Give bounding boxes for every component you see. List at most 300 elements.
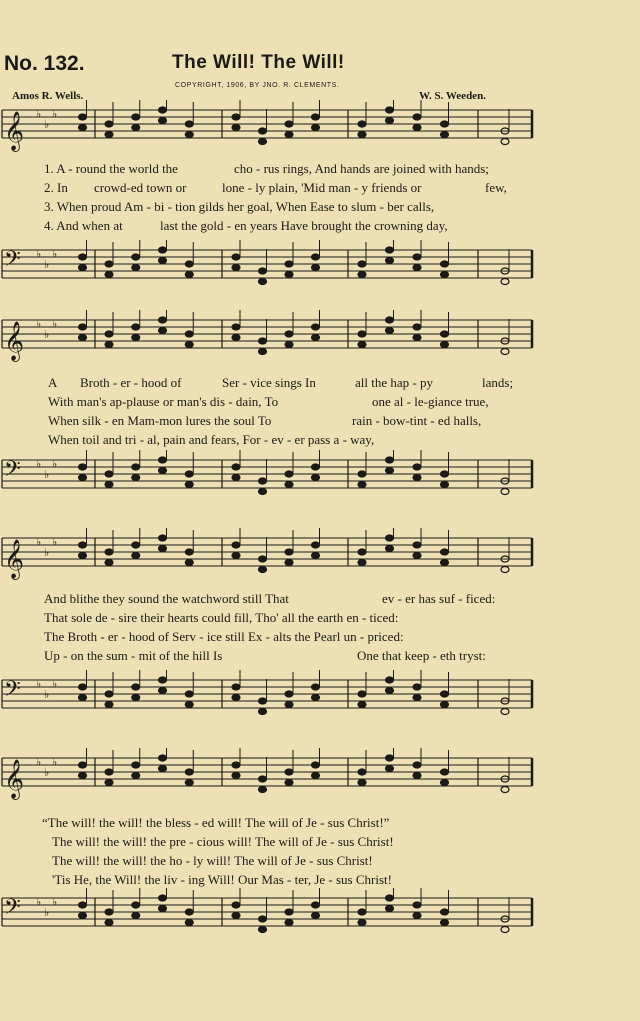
note-head [105, 471, 113, 477]
note-head [312, 335, 320, 341]
treble-clef-icon: 𝄞 [4, 759, 25, 799]
note-head [413, 464, 421, 470]
verse-line [0, 628, 640, 647]
note-head [285, 342, 293, 348]
note-head [259, 338, 267, 344]
treble-clef-icon: 𝄞 [4, 321, 25, 361]
note-head [159, 755, 167, 761]
note-head [386, 118, 394, 124]
note-head [232, 684, 240, 690]
note-head [413, 254, 421, 260]
verse-line [0, 647, 640, 666]
note-head [105, 272, 113, 278]
lyric-segment: few, [485, 180, 507, 195]
note-head [285, 261, 293, 267]
bass-staff-3 [0, 670, 640, 730]
note-head [79, 254, 87, 260]
composer-credit: W. S. Weeden. [419, 90, 486, 102]
lyric-segment: last the gold - en years Have brought the crowning day, [160, 218, 448, 233]
chorus-line [0, 871, 640, 890]
note-head [185, 121, 193, 127]
note-head [285, 482, 293, 488]
bass-staff-2 [0, 450, 640, 510]
note-head [132, 114, 140, 120]
lyric-segment: When toil and tri - al, pain and fears, For - ev - er pass a - way, [48, 432, 375, 447]
note-head [285, 780, 293, 786]
note-head [232, 695, 240, 701]
lyric-segment: 1. A - round the world the [44, 161, 178, 176]
note-head [105, 482, 113, 488]
note-head [105, 121, 113, 127]
note-head [386, 688, 394, 694]
note-head [358, 691, 366, 697]
note-head [132, 762, 140, 768]
note-head [358, 272, 366, 278]
lyrics-block-3 [0, 590, 640, 674]
note-head [132, 913, 140, 919]
note-head [105, 909, 113, 915]
treble-staff-2 [0, 310, 640, 370]
note-head [312, 265, 320, 271]
note-head [232, 265, 240, 271]
note-head [312, 114, 320, 120]
note-head [132, 324, 140, 330]
note-head [312, 125, 320, 131]
note-head [132, 464, 140, 470]
note-head [185, 920, 193, 926]
flat-icon: ♭ [36, 895, 42, 909]
lyric-segment: “The will! the will! the bless - ed will! The will of Je - sus Christ!” [42, 815, 390, 830]
note-head [132, 475, 140, 481]
note-head [132, 695, 140, 701]
note-head [132, 542, 140, 548]
note-head [441, 132, 449, 138]
verse-line [0, 374, 640, 393]
note-head [413, 125, 421, 131]
note-head [285, 909, 293, 915]
note-head [285, 331, 293, 337]
note-head [358, 920, 366, 926]
note-head [259, 478, 267, 484]
note-head [132, 125, 140, 131]
treble-clef-icon: 𝄞 [4, 111, 25, 151]
lyric-segment: rain - bow-tint - ed halls, [352, 413, 482, 428]
note-head [358, 471, 366, 477]
flat-icon: ♭ [36, 247, 42, 261]
bass-clef-icon: 𝄢 [4, 457, 21, 487]
note-head [79, 695, 87, 701]
note-head [386, 906, 394, 912]
note-head [358, 482, 366, 488]
note-head [159, 688, 167, 694]
note-head [386, 317, 394, 323]
treble-staff-1 [0, 100, 640, 160]
note-head [132, 553, 140, 559]
note-head [413, 762, 421, 768]
lyric-segment: The will! the will! the pre - cious will! The will of Je - sus Christ! [52, 834, 394, 849]
note-head [386, 546, 394, 552]
note-head [259, 128, 267, 134]
note-head [259, 916, 267, 922]
note-head [259, 279, 267, 285]
lyric-segment: One that keep - eth tryst: [357, 648, 486, 663]
note-head [159, 328, 167, 334]
verse-line [0, 609, 640, 628]
note-head [105, 549, 113, 555]
note-head [259, 349, 267, 355]
note-head [259, 139, 267, 145]
flat-icon: ♭ [52, 755, 58, 769]
note-head [441, 549, 449, 555]
note-head [441, 261, 449, 267]
note-head [413, 773, 421, 779]
note-head [441, 691, 449, 697]
note-head [312, 902, 320, 908]
lyric-segment: Up - on the sum - mit of the hill Is [44, 648, 223, 663]
note-head [259, 709, 267, 715]
flat-icon: ♭ [44, 258, 50, 271]
note-head [185, 769, 193, 775]
note-head [259, 268, 267, 274]
bass-clef-icon: 𝄢 [4, 677, 21, 707]
note-head [159, 107, 167, 113]
note-head [386, 258, 394, 264]
flat-icon: ♭ [44, 906, 50, 919]
note-head [105, 331, 113, 337]
note-head [441, 121, 449, 127]
verse-line [0, 217, 640, 236]
note-head [441, 331, 449, 337]
note-head [501, 139, 509, 145]
note-head [358, 342, 366, 348]
lyric-segment: all the hap - py [355, 375, 433, 390]
note-head [159, 535, 167, 541]
note-head [312, 684, 320, 690]
note-head [386, 766, 394, 772]
note-head [159, 766, 167, 772]
note-head [105, 702, 113, 708]
note-head [105, 261, 113, 267]
note-head [285, 691, 293, 697]
note-head [185, 471, 193, 477]
lyric-segment: When silk - en Mam-mon lures the soul To [48, 413, 272, 428]
note-head [441, 272, 449, 278]
flat-icon: ♭ [36, 755, 42, 769]
note-head [358, 769, 366, 775]
bass-clef-icon: 𝄢 [4, 247, 21, 277]
note-head [105, 691, 113, 697]
note-head [358, 560, 366, 566]
note-head [386, 328, 394, 334]
note-head [285, 471, 293, 477]
note-head [105, 132, 113, 138]
note-head [312, 762, 320, 768]
note-head [501, 709, 509, 715]
flat-icon: ♭ [52, 677, 58, 691]
note-head [159, 317, 167, 323]
verse-line [0, 160, 640, 179]
flat-icon: ♭ [36, 457, 42, 471]
lyric-segment: ev - er has suf - ficed: [382, 591, 496, 606]
note-head [312, 773, 320, 779]
note-head [79, 913, 87, 919]
note-head [232, 125, 240, 131]
note-head [358, 331, 366, 337]
chorus-line [0, 852, 640, 871]
flat-icon: ♭ [36, 677, 42, 691]
note-head [285, 560, 293, 566]
note-head [358, 909, 366, 915]
note-head [386, 107, 394, 113]
note-head [79, 902, 87, 908]
note-head [413, 475, 421, 481]
note-head [358, 121, 366, 127]
note-head [259, 489, 267, 495]
note-head [285, 920, 293, 926]
lyric-segment: The will! the will! the ho - ly will! The will of Je - sus Christ! [52, 853, 373, 868]
hymn-number: No. 132. [4, 52, 85, 75]
note-head [413, 114, 421, 120]
lyric-segment: 2. In [44, 180, 68, 195]
note-head [185, 560, 193, 566]
note-head [232, 114, 240, 120]
note-head [132, 335, 140, 341]
note-head [79, 553, 87, 559]
note-head [132, 254, 140, 260]
note-head [159, 118, 167, 124]
note-head [285, 121, 293, 127]
note-head [285, 702, 293, 708]
note-head [312, 324, 320, 330]
flat-icon: ♭ [36, 317, 42, 331]
author-credit: Amos R. Wells. [12, 90, 84, 102]
note-head [159, 468, 167, 474]
lyric-segment: Ser - vice sings In [222, 375, 316, 390]
note-head [232, 902, 240, 908]
note-head [285, 769, 293, 775]
lyric-segment: With man's ap-plause or man's dis - dain, To [48, 394, 279, 409]
note-head [413, 695, 421, 701]
chorus-line [0, 833, 640, 852]
lyric-segment: Broth - er - hood of [80, 375, 182, 390]
lyric-segment: cho - rus rings, And hands are joined with hands; [234, 161, 489, 176]
note-head [413, 553, 421, 559]
verse-line [0, 179, 640, 198]
verse-line [0, 198, 640, 217]
note-head [159, 677, 167, 683]
note-head [132, 902, 140, 908]
note-head [185, 132, 193, 138]
note-head [79, 324, 87, 330]
verse-line [0, 412, 640, 431]
treble-clef-icon: 𝄞 [4, 539, 25, 579]
bass-clef-icon: 𝄢 [4, 895, 21, 925]
flat-icon: ♭ [44, 766, 50, 779]
note-head [501, 349, 509, 355]
note-head [185, 331, 193, 337]
note-head [501, 787, 509, 793]
note-head [105, 342, 113, 348]
flat-icon: ♭ [44, 328, 50, 341]
note-head [159, 546, 167, 552]
lyric-segment: A [48, 375, 58, 390]
verse-line [0, 393, 640, 412]
lyrics-block-1 [0, 160, 640, 244]
note-head [312, 475, 320, 481]
note-head [105, 769, 113, 775]
note-head [259, 698, 267, 704]
note-head [441, 920, 449, 926]
lyric-segment: 'Tis He, the Will! the liv - ing Will! Our Mas - ter, Je - sus Christ! [52, 872, 392, 887]
note-head [413, 913, 421, 919]
flat-icon: ♭ [52, 535, 58, 549]
lyric-segment: And blithe they sound the watchword still That [44, 591, 289, 606]
note-head [358, 549, 366, 555]
note-head [501, 489, 509, 495]
note-head [285, 549, 293, 555]
flat-icon: ♭ [52, 247, 58, 261]
note-head [79, 114, 87, 120]
note-head [132, 265, 140, 271]
note-head [232, 773, 240, 779]
note-head [185, 272, 193, 278]
note-head [358, 261, 366, 267]
note-head [185, 702, 193, 708]
note-head [79, 464, 87, 470]
flat-icon: ♭ [44, 688, 50, 701]
note-head [259, 776, 267, 782]
lyric-segment: lone - ly plain, 'Mid man - y friends or [222, 180, 422, 195]
note-head [132, 684, 140, 690]
note-head [185, 342, 193, 348]
lyric-segment: one al - le-giance true, [372, 394, 489, 409]
note-head [386, 535, 394, 541]
note-head [413, 265, 421, 271]
flat-icon: ♭ [52, 107, 58, 121]
flat-icon: ♭ [52, 317, 58, 331]
flat-icon: ♭ [36, 535, 42, 549]
treble-staff-4 [0, 748, 640, 808]
note-head [441, 702, 449, 708]
verse-line [0, 431, 640, 450]
note-head [159, 906, 167, 912]
note-head [413, 324, 421, 330]
note-head [232, 542, 240, 548]
note-head [413, 542, 421, 548]
bass-staff-1 [0, 240, 640, 300]
note-head [441, 471, 449, 477]
note-head [441, 342, 449, 348]
note-head [358, 702, 366, 708]
note-head [79, 542, 87, 548]
flat-icon: ♭ [44, 546, 50, 559]
note-head [79, 762, 87, 768]
note-head [232, 475, 240, 481]
note-head [79, 265, 87, 271]
note-head [312, 695, 320, 701]
note-head [358, 780, 366, 786]
note-head [79, 335, 87, 341]
note-head [285, 132, 293, 138]
hymn-title: The Will! The Will! [172, 52, 345, 73]
note-head [232, 464, 240, 470]
lyric-segment: That sole de - sire their hearts could fill, Tho' all the earth en - ticed: [44, 610, 399, 625]
note-head [232, 324, 240, 330]
note-head [185, 691, 193, 697]
note-head [79, 773, 87, 779]
lyric-segment: crowd-ed town or [94, 180, 187, 195]
note-head [441, 780, 449, 786]
note-head [159, 247, 167, 253]
lyric-segment: 4. And when at [44, 218, 123, 233]
note-head [232, 762, 240, 768]
note-head [413, 902, 421, 908]
note-head [259, 556, 267, 562]
verse-line [0, 590, 640, 609]
lyrics-block-4 [0, 814, 640, 898]
note-head [285, 272, 293, 278]
flat-icon: ♭ [44, 118, 50, 131]
note-head [105, 560, 113, 566]
copyright-notice: COPYRIGHT, 1906, BY JNO. R. CLEMENTS. [175, 82, 340, 89]
note-head [501, 927, 509, 933]
note-head [501, 279, 509, 285]
note-head [232, 254, 240, 260]
flat-icon: ♭ [44, 468, 50, 481]
note-head [413, 684, 421, 690]
note-head [312, 553, 320, 559]
note-head [386, 755, 394, 761]
note-head [386, 468, 394, 474]
treble-staff-3 [0, 528, 640, 588]
lyric-segment: 3. When proud Am - bi - tion gilds her goal, When Ease to slum - ber calls, [44, 199, 435, 214]
flat-icon: ♭ [36, 107, 42, 121]
note-head [312, 542, 320, 548]
note-head [386, 247, 394, 253]
note-head [159, 258, 167, 264]
chorus-line [0, 814, 640, 833]
lyric-segment: lands; [482, 375, 514, 390]
note-head [441, 482, 449, 488]
note-head [413, 335, 421, 341]
note-head [185, 261, 193, 267]
note-head [79, 125, 87, 131]
note-head [312, 254, 320, 260]
note-head [501, 567, 509, 573]
note-head [312, 913, 320, 919]
note-head [259, 567, 267, 573]
note-head [441, 560, 449, 566]
note-head [386, 677, 394, 683]
note-head [312, 464, 320, 470]
note-head [79, 684, 87, 690]
note-head [259, 927, 267, 933]
note-head [132, 773, 140, 779]
lyric-segment: The Broth - er - hood of Serv - ice still Ex - alts the Pearl un - priced: [44, 629, 404, 644]
note-head [232, 913, 240, 919]
note-head [185, 780, 193, 786]
note-head [105, 920, 113, 926]
lyrics-block-2 [0, 374, 640, 458]
note-head [441, 769, 449, 775]
note-head [232, 553, 240, 559]
note-head [185, 549, 193, 555]
note-head [259, 787, 267, 793]
note-head [105, 780, 113, 786]
flat-icon: ♭ [52, 895, 58, 909]
note-head [185, 482, 193, 488]
note-head [79, 475, 87, 481]
